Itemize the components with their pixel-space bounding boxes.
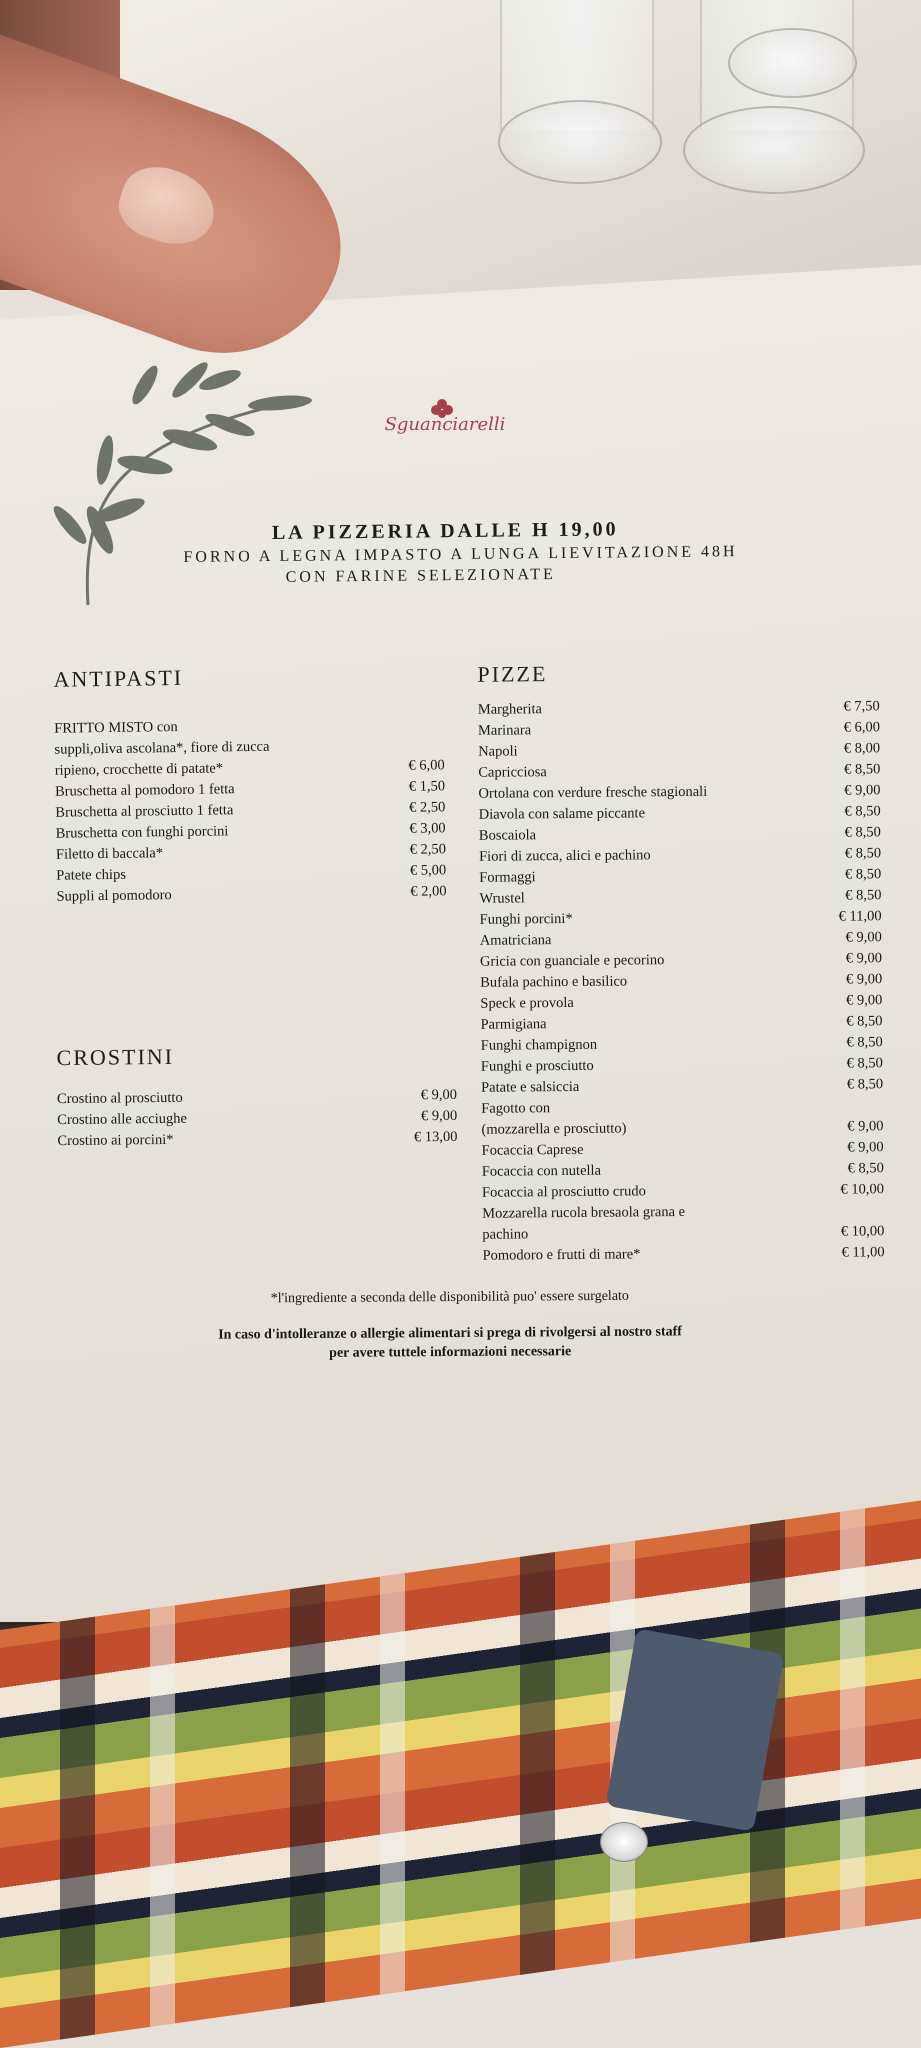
menu-item-price: € 10,00 [840, 1223, 885, 1240]
menu-item-price: € 9,00 [847, 1118, 884, 1135]
antipasti-title: ANTIPASTI [53, 664, 184, 692]
glass-right-top [728, 28, 857, 98]
menu-item-name: pachino [482, 1226, 529, 1243]
menu-item-name: Pomodoro e frutti di mare* [482, 1246, 641, 1264]
crostini-section [56, 1041, 457, 1152]
menu-item-name: Ortolana con verdure fresche stagionali [478, 783, 708, 802]
menu-item-price: € 8,00 [843, 740, 881, 757]
menu-item-price: € 5,00 [409, 862, 447, 879]
menu-item-name: Mozzarella rucola bresaola grana e [482, 1203, 686, 1222]
menu-item-name: Formaggi [479, 869, 536, 886]
menu-item-name: Margherita [477, 701, 543, 718]
menu-item-price: € 2,00 [410, 883, 447, 900]
menu-item-price: € 9,00 [420, 1086, 458, 1104]
menu-item-name: Filetto di baccala* [55, 845, 164, 863]
header-line-2: FORNO A LEGNA IMPASTO A LUNGA LIEVITAZIONE 48H [183, 543, 738, 566]
menu-item-price: € 9,00 [845, 950, 883, 967]
menu-item-name: Funghi porcini* [479, 910, 573, 928]
menu-item-name: Funghi champignon [480, 1036, 598, 1054]
menu-item-name: Boscaiola [478, 827, 537, 844]
menu-item-price: € 9,00 [845, 971, 883, 988]
menu-item-name: Suppli al pomodoro [56, 887, 172, 905]
header-line-1: LA PIZZERIA DALLE H 19,00 [271, 518, 619, 544]
menu-item-name: ripieno, crocchette di patate* [54, 760, 224, 779]
menu-item-name: Speck e provola [480, 994, 574, 1012]
logo-text: Sguanciarelli [384, 414, 506, 435]
menu-item-price: € 8,50 [844, 803, 881, 820]
menu-item-name: Crostino al prosciutto [56, 1089, 183, 1108]
menu-item-name: Capricciosa [478, 764, 547, 781]
menu-item-price: € 6,00 [408, 757, 445, 774]
menu-item-name: Funghi e prosciutto [480, 1057, 594, 1075]
crostini-list [57, 1085, 458, 1152]
shirt-pocket [606, 1628, 785, 1831]
menu-item-price: € 8,50 [846, 1034, 883, 1051]
glass-right-base [683, 106, 865, 194]
allergy-note-line-2: per avere tuttele informazioni necessarie [329, 1344, 572, 1361]
menu-item-name: Parmigiana [480, 1016, 547, 1033]
menu-item-name: Marinara [477, 722, 532, 739]
menu-item-price: € 8,50 [846, 1013, 883, 1030]
menu-item-price: € 8,50 [845, 887, 882, 904]
menu-item-price: € 2,50 [409, 841, 447, 858]
menu-item-price: € 8,50 [844, 824, 881, 841]
pizze-list [478, 696, 885, 1266]
menu-item-price: € 11,00 [838, 908, 882, 925]
menu-item-name: Focaccia al prosciutto crudo [481, 1183, 646, 1201]
menu-item-name: suppli,oliva ascolana*, fiore di zucca [54, 738, 270, 758]
menu-item-name: FRITTO MISTO con [54, 719, 178, 737]
menu-item-price: € 7,50 [843, 698, 880, 715]
antipasti-section [53, 661, 446, 907]
menu-item-name: Amatriciana [479, 932, 552, 949]
frozen-ingredient-note: *l'ingrediente a seconda delle disponibilità puo' essere surgelato [270, 1288, 629, 1307]
menu-item-price: € 8,50 [844, 866, 882, 883]
header-line-3: CON FARINE SELEZIONATE [285, 566, 556, 586]
menu-item-name: Bruschetta con funghi porcini [55, 823, 229, 842]
menu-item-price: € 9,00 [844, 782, 881, 799]
crostini-title: CROSTINI [56, 1043, 175, 1071]
menu-item-price: € 8,50 [844, 845, 882, 862]
menu-item-name: Bruschetta al pomodoro 1 fetta [54, 781, 235, 800]
footnotes [120, 1286, 781, 1365]
menu-item-name: Bruschetta al prosciutto 1 fetta [55, 802, 234, 821]
menu-item [57, 1127, 457, 1152]
menu-item [482, 1242, 884, 1267]
restaurant-logo [375, 398, 515, 448]
menu-item-price: € 6,00 [843, 719, 881, 736]
menu-item-price: € 9,00 [420, 1107, 458, 1125]
menu-item-name: Patete chips [56, 866, 127, 884]
menu-item-price: € 13,00 [413, 1128, 458, 1146]
pizze-section [477, 658, 884, 1266]
menu-item-name: Gricia con guanciale e pecorino [479, 952, 665, 970]
menu-item-price: € 1,50 [408, 778, 446, 795]
menu-item-name: Focaccia con nutella [481, 1162, 602, 1180]
allergy-note-line-1: In caso d'intolleranze o allergie alimentari si prega di rivolgersi al nostro staff [218, 1324, 682, 1343]
shirt-button [600, 1822, 648, 1862]
antipasti-list [54, 713, 447, 907]
menu-item-price: € 9,00 [847, 1139, 884, 1156]
menu-item-name: (mozzarella e prosciutto) [481, 1120, 627, 1138]
pizze-title: PIZZE [477, 661, 548, 687]
menu-item-name: Patate e salsiccia [481, 1078, 580, 1096]
menu-item-price: € 10,00 [840, 1181, 885, 1198]
menu-item-price: € 9,00 [845, 929, 882, 946]
menu-item-name: Bufala pachino e basilico [480, 973, 628, 991]
menu-item-price: € 2,50 [408, 799, 446, 816]
menu-item-price: € 9,00 [846, 992, 883, 1009]
menu-item-price: € 11,00 [841, 1244, 885, 1261]
menu-item-price: € 8,50 [846, 1076, 884, 1093]
menu-item-price: € 8,50 [846, 1055, 883, 1072]
menu-item-name: Napoli [478, 743, 518, 760]
menu-header [0, 515, 921, 590]
menu-item-name: Crostino ai porcini* [57, 1131, 174, 1150]
menu-item-name: Focaccia Caprese [481, 1141, 584, 1159]
menu-item-price: € 3,00 [409, 820, 446, 837]
menu-item-name: Crostino alle acciughe [57, 1110, 187, 1129]
menu-item-name: Fiori di zucca, alici e pachino [478, 847, 651, 865]
menu-item-price: € 8,50 [844, 761, 881, 778]
menu-item-price: € 8,50 [847, 1160, 884, 1177]
menu-item-name: Fagotto con [481, 1100, 551, 1117]
menu-item-name: Wrustel [479, 890, 525, 907]
glass-left-base [498, 100, 662, 184]
menu-item-name: Diavola con salame piccante [478, 805, 646, 823]
